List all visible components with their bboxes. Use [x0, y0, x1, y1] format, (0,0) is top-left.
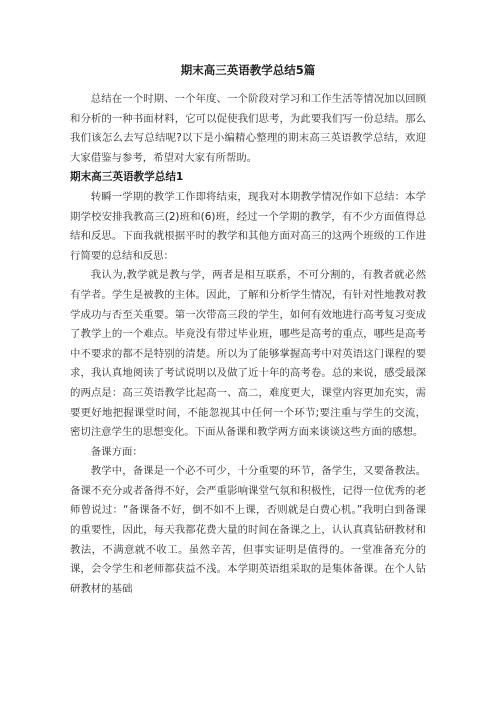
body-paragraph-3: 备课方面：	[90, 445, 143, 458]
body-paragraph-4: 教学中，备课是一个必不可少，十分重要的环节，备学生，又要备教法。备课不充分或者备得不好，会严重影响课堂气氛和积极性，记得一位优秀的老师曾说过：“备课备不好，倒不如不上课，否则就是白费心机。”我明白到备课的重要性，因此，每天我都花费大量的时间在备课之上，认认真真钻研教材和教法，不满意就不收工。虽然辛苦，但事实证明是值得的。一堂准备充分的课，会令学生和老师都获益不浅。本学期英语组采取的是集体备课。在个人钻研教材的基础	[70, 465, 426, 595]
body-paragraph-2: 我认为,教学就是教与学，两者是相互联系，不可分割的，有教者就必然有学者。学生是被教的主体。因此，了解和分析学生情况，有针对性地教对教学成功与否至关重要。第一次带高三段的学生，如何有效地进行高考复习变成了教学上的一个难点。毕竟没有带过毕业班，哪些是高考的重点，哪些是高考中不要求的都不是特别的清楚。所以为了能够掌握高考中对英语这门课程的要求，我认真地阅读了考试说明以及做了近十年的高考卷。总的来说，感受最深的两点是：高三英语教学比起高一、高二，难度更大，课堂内容更加充实，需要更好地把握课堂时间，不能忽视其中任何一个环节;要注重与学生的交流，密切注意学生的思想变化。下面从备课和教学两方面来谈谈这些方面的感想。	[70, 269, 426, 439]
section-heading: 期末高三英语教学总结1	[70, 171, 184, 184]
document-title: 期末高三英语教学总结5篇	[180, 63, 316, 77]
intro-paragraph: 总结在一个时期、一个年度、一个阶段对学习和工作生活等情况加以回顾和分析的一种书面材料，它可以促使我们思考，为此要我们写一份总结。那么我们该怎么去写总结呢?以下是小编精心整理的期末高三英语教学总结，欢迎大家借鉴与参考，希望对大家有所帮助。	[70, 93, 426, 164]
body-paragraph-1: 转瞬一学期的教学工作即将结束，现我对本期教学情况作如下总结：本学期学校安排我教高三(2)班和(6)班，经过一个学期的教学，有不少方面值得总结和反思。下面我就根据平时的教学和其他方面对高三的这两个班级的工作进行简要的总结和反思：	[70, 190, 426, 262]
